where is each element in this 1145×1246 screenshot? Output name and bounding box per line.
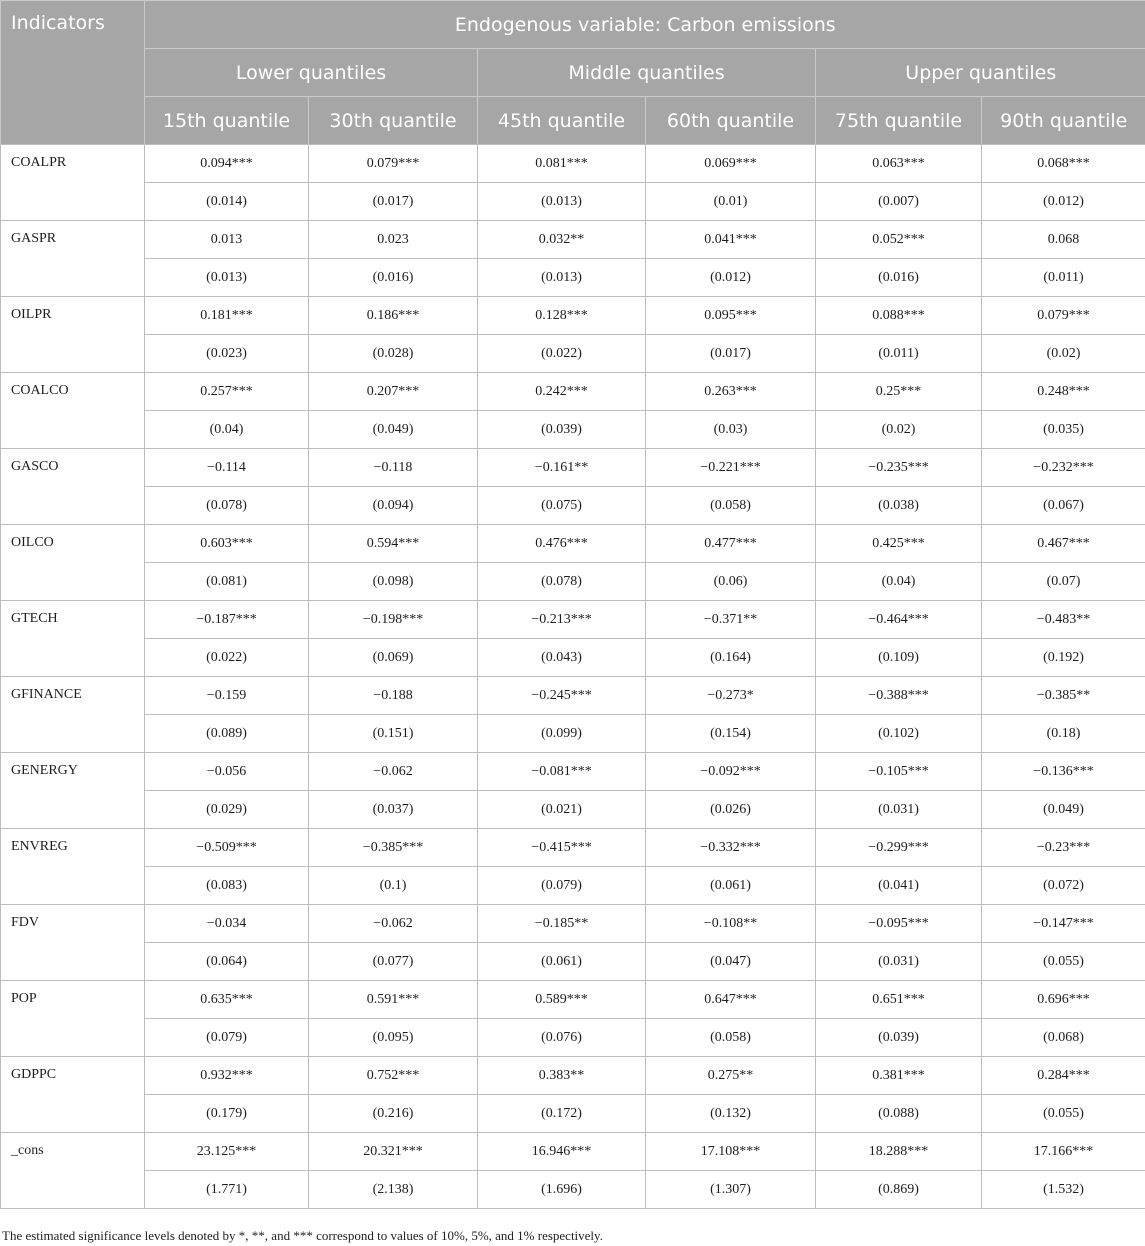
standard-error-cell: (0.078) (478, 563, 646, 601)
coefficient-cell: 0.932*** (145, 1057, 309, 1095)
coefficient-cell: 0.242*** (478, 373, 646, 411)
coefficient-cell: −0.273* (646, 677, 816, 715)
coefficient-cell: 0.081*** (478, 145, 646, 183)
standard-error-cell: (0.061) (478, 943, 646, 981)
coefficient-cell: 0.477*** (646, 525, 816, 563)
standard-error-cell: (0.013) (478, 259, 646, 297)
coefficient-cell: 0.752*** (309, 1057, 478, 1095)
coefficient-cell: 0.591*** (309, 981, 478, 1019)
coefficient-cell: 0.063*** (816, 145, 982, 183)
header-group-lower: Lower quantiles (145, 49, 478, 97)
coefficient-cell: 0.651*** (816, 981, 982, 1019)
coefficient-cell: 0.263*** (646, 373, 816, 411)
standard-error-cell: (0.069) (309, 639, 478, 677)
table-row-coef (1, 1057, 1145, 1095)
coefficient-cell: −0.188 (309, 677, 478, 715)
standard-error-cell: (0.038) (816, 487, 982, 525)
indicator-label: POP (1, 981, 145, 1057)
coefficient-cell: 0.079*** (309, 145, 478, 183)
standard-error-cell: (0.023) (145, 335, 309, 373)
standard-error-cell: (0.039) (816, 1019, 982, 1057)
coefficient-cell: −0.245*** (478, 677, 646, 715)
header-quantile-30: 30th quantile (309, 97, 478, 145)
coefficient-cell: −0.081*** (478, 753, 646, 791)
coefficient-cell: 20.321*** (309, 1133, 478, 1171)
coefficient-cell: 0.594*** (309, 525, 478, 563)
coefficient-cell: −0.198*** (309, 601, 478, 639)
table-row-se (1, 183, 1145, 221)
standard-error-cell: (0.017) (646, 335, 816, 373)
indicator-label: COALPR (1, 145, 145, 221)
coefficient-cell: −0.23*** (982, 829, 1145, 867)
indicator-label: COALCO (1, 373, 145, 449)
coefficient-cell: 0.257*** (145, 373, 309, 411)
standard-error-cell: (0.055) (982, 943, 1145, 981)
standard-error-cell: (0.089) (145, 715, 309, 753)
coefficient-cell: 0.088*** (816, 297, 982, 335)
coefficient-cell: 0.032** (478, 221, 646, 259)
header-quantile-60: 60th quantile (646, 97, 816, 145)
standard-error-cell: (0.026) (646, 791, 816, 829)
indicator-label: ENVREG (1, 829, 145, 905)
coefficient-cell: −0.371** (646, 601, 816, 639)
coefficient-cell: 0.603*** (145, 525, 309, 563)
coefficient-cell: 0.094*** (145, 145, 309, 183)
indicator-label: GDPPC (1, 1057, 145, 1133)
standard-error-cell: (0.02) (816, 411, 982, 449)
coefficient-cell: −0.056 (145, 753, 309, 791)
coefficient-cell: −0.159 (145, 677, 309, 715)
coefficient-cell: 0.207*** (309, 373, 478, 411)
coefficient-cell: −0.187*** (145, 601, 309, 639)
standard-error-cell: (0.216) (309, 1095, 478, 1133)
indicator-label: OILPR (1, 297, 145, 373)
table-row-se (1, 487, 1145, 525)
standard-error-cell: (0.049) (982, 791, 1145, 829)
coefficient-cell: 0.635*** (145, 981, 309, 1019)
coefficient-cell: 0.25*** (816, 373, 982, 411)
standard-error-cell: (0.068) (982, 1019, 1145, 1057)
coefficient-cell: 0.696*** (982, 981, 1145, 1019)
standard-error-cell: (0.035) (982, 411, 1145, 449)
standard-error-cell: (0.037) (309, 791, 478, 829)
coefficient-cell: −0.034 (145, 905, 309, 943)
standard-error-cell: (0.049) (309, 411, 478, 449)
standard-error-cell: (0.192) (982, 639, 1145, 677)
coefficient-cell: 0.052*** (816, 221, 982, 259)
standard-error-cell: (0.078) (145, 487, 309, 525)
coefficient-cell: −0.095*** (816, 905, 982, 943)
indicator-label: GASCO (1, 449, 145, 525)
standard-error-cell: (0.012) (646, 259, 816, 297)
coefficient-cell: −0.108** (646, 905, 816, 943)
table-row-coef (1, 677, 1145, 715)
coefficient-cell: −0.509*** (145, 829, 309, 867)
coefficient-cell: −0.118 (309, 449, 478, 487)
coefficient-cell: 0.275** (646, 1057, 816, 1095)
coefficient-cell: −0.161** (478, 449, 646, 487)
coefficient-cell: 0.128*** (478, 297, 646, 335)
header-quantile-15: 15th quantile (145, 97, 309, 145)
coefficient-cell: 0.186*** (309, 297, 478, 335)
standard-error-cell: (0.055) (982, 1095, 1145, 1133)
header-group-middle: Middle quantiles (478, 49, 816, 97)
coefficient-cell: 17.108*** (646, 1133, 816, 1171)
standard-error-cell: (0.039) (478, 411, 646, 449)
standard-error-cell: (0.03) (646, 411, 816, 449)
table-row-coef (1, 829, 1145, 867)
table-row-se (1, 335, 1145, 373)
coefficient-cell: 18.288*** (816, 1133, 982, 1171)
standard-error-cell: (0.058) (646, 1019, 816, 1057)
standard-error-cell: (0.18) (982, 715, 1145, 753)
table-row-coef (1, 601, 1145, 639)
coefficient-cell: −0.483** (982, 601, 1145, 639)
coefficient-cell: 16.946*** (478, 1133, 646, 1171)
indicator-label: FDV (1, 905, 145, 981)
standard-error-cell: (0.014) (145, 183, 309, 221)
coefficient-cell: −0.062 (309, 905, 478, 943)
coefficient-cell: 0.013 (145, 221, 309, 259)
table-row-se (1, 1171, 1145, 1209)
header-quantile-90: 90th quantile (982, 97, 1145, 145)
coefficient-cell: −0.385** (982, 677, 1145, 715)
table-row-se (1, 259, 1145, 297)
coefficient-cell: −0.221*** (646, 449, 816, 487)
standard-error-cell: (0.01) (646, 183, 816, 221)
standard-error-cell: (0.172) (478, 1095, 646, 1133)
standard-error-cell: (2.138) (309, 1171, 478, 1209)
standard-error-cell: (0.179) (145, 1095, 309, 1133)
coefficient-cell: 0.383** (478, 1057, 646, 1095)
standard-error-cell: (0.016) (309, 259, 478, 297)
table-row-coef (1, 981, 1145, 1019)
table-row-coef (1, 1133, 1145, 1171)
coefficient-cell: 0.284*** (982, 1057, 1145, 1095)
coefficient-cell: −0.232*** (982, 449, 1145, 487)
coefficient-cell: 0.069*** (646, 145, 816, 183)
standard-error-cell: (0.132) (646, 1095, 816, 1133)
standard-error-cell: (0.072) (982, 867, 1145, 905)
table-row-coef (1, 753, 1145, 791)
coefficient-cell: −0.136*** (982, 753, 1145, 791)
standard-error-cell: (0.02) (982, 335, 1145, 373)
coefficient-cell: 0.248*** (982, 373, 1145, 411)
standard-error-cell: (0.007) (816, 183, 982, 221)
standard-error-cell: (0.04) (816, 563, 982, 601)
indicator-label: GTECH (1, 601, 145, 677)
indicator-label: OILCO (1, 525, 145, 601)
coefficient-cell: 0.647*** (646, 981, 816, 1019)
coefficient-cell: 0.589*** (478, 981, 646, 1019)
header-quantile-45: 45th quantile (478, 97, 646, 145)
standard-error-cell: (0.099) (478, 715, 646, 753)
standard-error-cell: (1.771) (145, 1171, 309, 1209)
standard-error-cell: (0.088) (816, 1095, 982, 1133)
table-row-se (1, 867, 1145, 905)
coefficient-cell: 0.181*** (145, 297, 309, 335)
table-row-se (1, 791, 1145, 829)
coefficient-cell: −0.147*** (982, 905, 1145, 943)
table-row-se (1, 715, 1145, 753)
table-body (1, 145, 1145, 1209)
table-row-se (1, 639, 1145, 677)
standard-error-cell: (0.075) (478, 487, 646, 525)
coefficient-cell: 0.068 (982, 221, 1145, 259)
indicator-label: GENERGY (1, 753, 145, 829)
standard-error-cell: (0.06) (646, 563, 816, 601)
coefficient-cell: −0.299*** (816, 829, 982, 867)
standard-error-cell: (0.058) (646, 487, 816, 525)
standard-error-cell: (0.021) (478, 791, 646, 829)
standard-error-cell: (0.098) (309, 563, 478, 601)
standard-error-cell: (0.04) (145, 411, 309, 449)
standard-error-cell: (0.012) (982, 183, 1145, 221)
coefficient-cell: 0.381*** (816, 1057, 982, 1095)
coefficient-cell: 0.476*** (478, 525, 646, 563)
standard-error-cell: (0.013) (478, 183, 646, 221)
table-row-se (1, 1019, 1145, 1057)
table-row-coef (1, 373, 1145, 411)
standard-error-cell: (0.164) (646, 639, 816, 677)
coefficient-cell: 0.041*** (646, 221, 816, 259)
coefficient-cell: −0.415*** (478, 829, 646, 867)
coefficient-cell: 23.125*** (145, 1133, 309, 1171)
standard-error-cell: (0.043) (478, 639, 646, 677)
standard-error-cell: (0.869) (816, 1171, 982, 1209)
standard-error-cell: (0.047) (646, 943, 816, 981)
standard-error-cell: (0.079) (145, 1019, 309, 1057)
standard-error-cell: (0.095) (309, 1019, 478, 1057)
table-row-coef (1, 449, 1145, 487)
coefficient-cell: −0.114 (145, 449, 309, 487)
indicator-label: GFINANCE (1, 677, 145, 753)
header-indicators: Indicators (1, 1, 145, 145)
standard-error-cell: (0.077) (309, 943, 478, 981)
coefficient-cell: −0.388*** (816, 677, 982, 715)
coefficient-cell: 0.095*** (646, 297, 816, 335)
standard-error-cell: (0.022) (145, 639, 309, 677)
standard-error-cell: (0.083) (145, 867, 309, 905)
standard-error-cell: (0.154) (646, 715, 816, 753)
coefficient-cell: −0.235*** (816, 449, 982, 487)
coefficient-cell: −0.092*** (646, 753, 816, 791)
coefficient-cell: 0.023 (309, 221, 478, 259)
table-row-coef (1, 297, 1145, 335)
table-row-se (1, 943, 1145, 981)
coefficient-cell: 0.068*** (982, 145, 1145, 183)
coefficient-cell: 0.079*** (982, 297, 1145, 335)
coefficient-cell: −0.213*** (478, 601, 646, 639)
standard-error-cell: (0.013) (145, 259, 309, 297)
standard-error-cell: (0.011) (982, 259, 1145, 297)
standard-error-cell: (1.532) (982, 1171, 1145, 1209)
standard-error-cell: (0.061) (646, 867, 816, 905)
table-row-se (1, 563, 1145, 601)
standard-error-cell: (0.07) (982, 563, 1145, 601)
coefficient-cell: −0.062 (309, 753, 478, 791)
standard-error-cell: (0.067) (982, 487, 1145, 525)
coefficient-cell: −0.464*** (816, 601, 982, 639)
indicator-label: GASPR (1, 221, 145, 297)
coefficient-cell: −0.385*** (309, 829, 478, 867)
standard-error-cell: (0.081) (145, 563, 309, 601)
coefficient-cell: −0.105*** (816, 753, 982, 791)
coefficient-cell: −0.185** (478, 905, 646, 943)
standard-error-cell: (0.041) (816, 867, 982, 905)
header-endogenous-variable: Endogenous variable: Carbon emissions (145, 1, 1145, 49)
standard-error-cell: (0.079) (478, 867, 646, 905)
standard-error-cell: (0.028) (309, 335, 478, 373)
coefficient-cell: −0.332*** (646, 829, 816, 867)
standard-error-cell: (0.017) (309, 183, 478, 221)
standard-error-cell: (0.102) (816, 715, 982, 753)
standard-error-cell: (0.064) (145, 943, 309, 981)
standard-error-cell: (0.151) (309, 715, 478, 753)
table-row-coef (1, 525, 1145, 563)
standard-error-cell: (0.011) (816, 335, 982, 373)
standard-error-cell: (0.031) (816, 791, 982, 829)
standard-error-cell: (0.022) (478, 335, 646, 373)
coefficient-cell: 0.425*** (816, 525, 982, 563)
coefficient-cell: 0.467*** (982, 525, 1145, 563)
footnote: The estimated significance levels denoted by *, **, and *** correspond to values of 10%, 5%, and 1% respectively. (2, 1228, 603, 1243)
table-row-coef (1, 221, 1145, 259)
standard-error-cell: (0.1) (309, 867, 478, 905)
standard-error-cell: (0.109) (816, 639, 982, 677)
coefficient-cell: 17.166*** (982, 1133, 1145, 1171)
indicator-label: _cons (1, 1133, 145, 1209)
standard-error-cell: (0.076) (478, 1019, 646, 1057)
header-quantile-75: 75th quantile (816, 97, 982, 145)
standard-error-cell: (0.031) (816, 943, 982, 981)
header-group-upper: Upper quantiles (816, 49, 1145, 97)
table-row-coef (1, 905, 1145, 943)
standard-error-cell: (0.029) (145, 791, 309, 829)
table-row-se (1, 1095, 1145, 1133)
table-row-coef (1, 145, 1145, 183)
standard-error-cell: (0.094) (309, 487, 478, 525)
standard-error-cell: (0.016) (816, 259, 982, 297)
standard-error-cell: (1.307) (646, 1171, 816, 1209)
standard-error-cell: (1.696) (478, 1171, 646, 1209)
table-row-se (1, 411, 1145, 449)
